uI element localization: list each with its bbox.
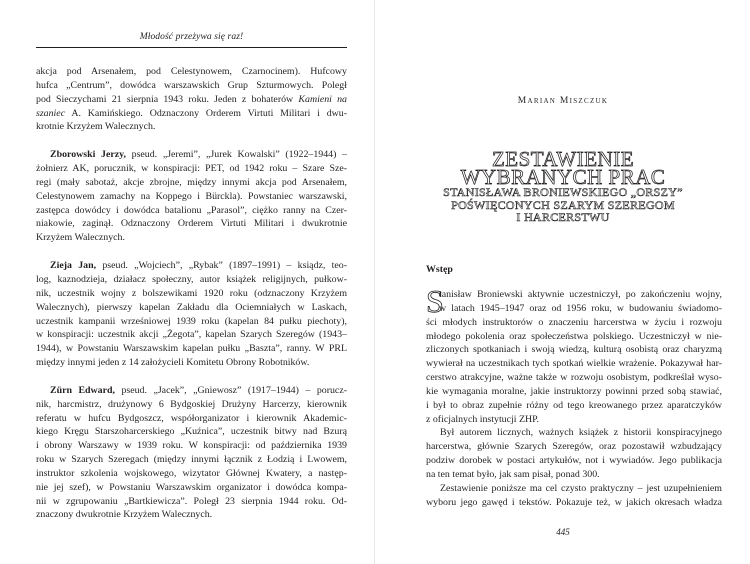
text-line: młodego pokolenia oraz społeczeństwa polskiego. Uczestniczył w nie- xyxy=(426,330,722,342)
text-line: log, kaznodzieja, działacz społeczny, autor książek religijnych, pułkow- xyxy=(36,273,347,285)
text-line: w konspiracji: uczestnik akcji „Żegota”, kapelan Szarych Szeregów (1943– xyxy=(36,329,347,341)
text-line xyxy=(36,93,347,107)
text-line: 1944), w Powstaniu Warszawskim kapelan pułku „Baszta”, ranny. W PRL xyxy=(36,343,347,355)
text-line: instruktor szkolenia wojskowego, wizytator Głównej Kwatery, a następ- xyxy=(36,467,347,479)
text-line: ści młodych instruktorów o znaczeniu harcerstwa w życiu i rozwoju xyxy=(426,316,722,328)
text-line: nik, harcmistrz, drużynowy 6 Bydgoskiej Drużyny Harcerzy, kierownik xyxy=(36,398,347,410)
entry-name: Zürn Edward, xyxy=(50,384,115,396)
text-line: kiego Kręgu Starszoharcerskiego „Kuźnica”, uczestnik bitwy nad Bzurą xyxy=(36,426,347,438)
text-line: harcerstwa, głównie Szarych Szeregów, oraz pozostawił wzbudzający xyxy=(426,441,722,453)
text-line: Walecznych), pierwszy kapelan Zakładu dla Ociemniałych w Laskach, xyxy=(36,301,347,313)
text-line: znaczony dwukrotnie Krzyżem Walecznych. xyxy=(36,509,213,521)
text-segment: pseud. „Wojciech”, „Rybak” (1897–1991) – ksiądz, teo- xyxy=(96,260,347,272)
text-line: roku w Szarych Szeregach (między innymi łącznik z Łodzią i Lwowem, xyxy=(36,454,347,466)
text-line: akcja pod Arsenałem, pod Celestynowem, Czarnocinem). Hufcowy xyxy=(36,66,347,77)
text-line: uczestnik kampanii wrześniowej 1939 roku (kapelan 84 pułku piechoty), xyxy=(36,315,347,327)
text-line: wyboru jego gawęd i tekstów. Pokazuje też, w jakich okresach władza xyxy=(426,496,722,508)
subtitle-line: STANISŁAWA BRONIEWSKIEGO „ORSZY” xyxy=(443,185,683,199)
entry-name: Zieja Jan, xyxy=(50,260,97,272)
text-segment: pseud. „Jeremi”, „Jurek Kowalski” (1922–1944) – xyxy=(125,149,347,161)
text-line: zastępca dowódcy i dowódca batalionu „Parasol”, ciężko ranny na Czer- xyxy=(36,204,347,216)
right-page-text xyxy=(426,283,722,510)
title-line: ZESTAWIENIE xyxy=(491,147,635,171)
text-line: podziw dorobek w postaci artykułów, not i wywiadów. Jego publikacja xyxy=(426,455,722,467)
text-segment: pseud. „Jacek”, „Gniewosz” (1917–1944) – porucz- xyxy=(114,384,347,396)
text-line xyxy=(36,107,347,121)
text-line: i był to obraz zupełnie różny od tego kreowanego przez aparatczyków xyxy=(426,399,722,411)
subtitle-line: I HARCERSTWU xyxy=(516,210,610,224)
text-segment: pod Sieczychami 21 sierpnia 1943 roku. Jeden z bohaterów xyxy=(36,93,299,105)
text-line: tanisław Broniewski aktywnie uczestniczył, po zakończeniu wojny, xyxy=(439,289,722,300)
chapter-subtitle xyxy=(408,186,718,224)
text-line: Zestawienie poniższe ma cel czysto praktyczny – jest uzupełnieniem xyxy=(440,482,722,494)
text-line: nie jej szef), w Powstaniu Warszawskim organizator i dowódca kompa- xyxy=(36,481,347,493)
text-line: krotnie Krzyżem Walecznych. xyxy=(36,121,156,133)
chapter-title xyxy=(408,147,718,189)
text-line: hufca „Centrum”, dowódca warszawskich Grup Szturmowych. Poległ xyxy=(36,79,347,91)
text-line: na ten temat było, jak sam pisał, ponad 300. xyxy=(426,468,600,480)
text-line: Celestynowem zamachy na Koppego i Bürckla). Powstaniec warszawski, xyxy=(36,190,347,202)
page-number: 445 xyxy=(556,527,570,537)
text-line: żołnierz AK, porucznik, w konspiracji: PET, od 1942 roku – Szare Sze- xyxy=(36,163,347,175)
text-line xyxy=(36,148,347,162)
running-head-rule xyxy=(36,47,347,48)
text-line: nik, uczestnik wojny z bolszewikami 1920 roku (odznaczony Krzyżem xyxy=(36,287,347,299)
text-line: regi (mały sabotaż, akcje zbrojne, między innymi akcja pod Arsenałem, xyxy=(36,176,347,188)
running-head: Młodość przeżywa się raz! xyxy=(139,32,244,42)
text-line: cerstwo atrakcyjne, ważne także w rozwoju osobistym, podkreślał wyso- xyxy=(426,372,722,384)
text-line: w latach 1945–1947 oraz od 1956 roku, w budowaniu świadomo- xyxy=(439,302,722,314)
title-line: WYBRANYCH PRAC xyxy=(460,165,666,189)
section-heading: Wstęp xyxy=(426,264,453,275)
text-segment: A. Kamińskiego. Odznaczony Orderem Virtuti Militari i dwu- xyxy=(65,107,347,119)
author-name: Marian Miszczuk xyxy=(517,96,609,106)
text-line: z oficjalnych instytucji ZHP. xyxy=(426,413,539,425)
book-title-italic: Kamieni na xyxy=(298,93,347,105)
text-line: między innymi jeden z 14 założycieli Komitetu Obrony Robotników. xyxy=(36,357,310,369)
text-line xyxy=(36,259,347,273)
text-line: nii w zgrupowaniu „Bartkiewicza”. Poległ 23 sierpnia 1944 roku. Od- xyxy=(36,495,347,507)
text-line: referatu w hufcu Bydgoszcz, współorganizator i kierownik Akademic- xyxy=(36,412,347,424)
book-title-italic: szaniec xyxy=(36,107,66,119)
subtitle-line: POŚWIĘCONYCH SZARYM SZEREGOM xyxy=(451,197,675,212)
text-line: Krzyżem Walecznych. xyxy=(36,232,125,244)
text-line: i obrony Warszawy w 1939 roku. W konspiracji: od października 1939 xyxy=(36,440,347,452)
text-line: Był autorem licznych, ważnych książek z historii konspiracyjnego xyxy=(440,427,722,439)
drop-cap: S xyxy=(426,283,444,319)
text-line: niakowie, zaginął. Odznaczony Orderem Virtuti Militari i dwukrotnie xyxy=(36,218,347,230)
text-line: wywierał na uczestnikach tych spotkań wielkie wrażenie. Pokazywał har- xyxy=(426,358,722,370)
left-page-text xyxy=(36,65,347,522)
text-line: zliczonych spotkaniach i swoją wiedzą, kulturą osobistą oraz charyzmą xyxy=(426,344,722,356)
text-line xyxy=(36,384,347,398)
text-line: kie wymagania moralne, jakie instruktorzy powinni przed sobą stawiać, xyxy=(426,385,722,397)
entry-name: Zborowski Jerzy, xyxy=(50,149,126,161)
